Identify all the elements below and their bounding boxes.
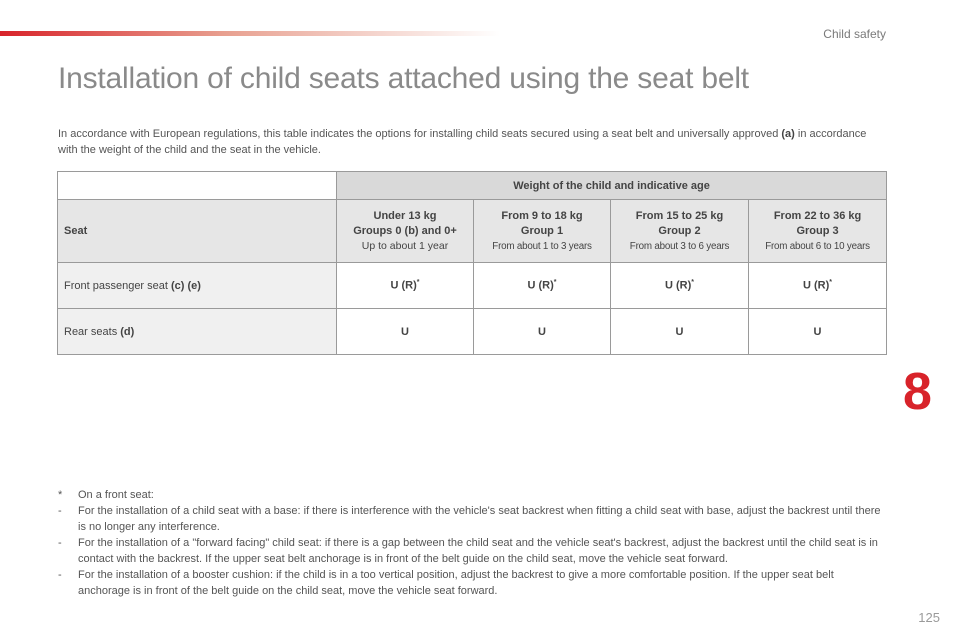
table-cell: U (337, 309, 474, 355)
row-label-rear-seats: Rear seats (d) (58, 309, 337, 355)
intro-text-before: In accordance with European regulations, this table indicates the options for installing child seats secured using a seat belt and universally approved (58, 128, 782, 140)
footnotes (58, 487, 888, 599)
footnote-line: - For the installation of a booster cushion: if the child is in a too vertical position, adjust the backrest to give a more comfortable position. If the upper seat belt anchorage is in front of the belt guide on the child seat, move the vehicle seat forward. (58, 569, 834, 597)
footnote-line: - For the installation of a "forward facing" child seat: if there is a gap between the child seat and the vehicle seat's backrest, adjust the backrest until the child seat is in contact with the backrest. If the upper seat belt anchorage is in front of the belt guide on the child seat, move the vehicle seat forward. (58, 537, 878, 565)
table-cell: U (749, 309, 887, 355)
footnote-line: * On a front seat: (58, 489, 154, 501)
page-title: Installation of child seats attached using the seat belt (58, 62, 749, 95)
table-super-header-row (58, 172, 887, 200)
weight-age-header: Weight of the child and indicative age (337, 172, 887, 200)
intro-paragraph (58, 126, 878, 158)
chapter-number: 8 (903, 363, 932, 421)
page-number: 125 (918, 610, 940, 625)
group-header-1: From 9 to 18 kg Group 1 From about 1 to 3 years (474, 200, 611, 263)
child-seat-table (57, 171, 887, 355)
intro-ref: (a) (781, 128, 795, 140)
section-label: Child safety (823, 27, 886, 41)
table-cell: U (611, 309, 749, 355)
footnote-line: - For the installation of a child seat with a base: if there is interference with the vehicle's seat backrest when fitting a child seat with base, adjust the backrest until there is no longer any interference. (58, 505, 881, 533)
table-cell: U (R)* (749, 263, 887, 309)
top-accent-bar (0, 31, 500, 36)
table-cell: U (474, 309, 611, 355)
table-row (58, 309, 887, 355)
table-cell: U (R)* (474, 263, 611, 309)
seat-header: Seat (58, 200, 337, 263)
table-row (58, 263, 887, 309)
group-header-0: Under 13 kg Groups 0 (b) and 0+ Up to about 1 year (337, 200, 474, 263)
intro-text-after: in accordance with the weight of the child and the seat in the vehicle. (58, 128, 867, 156)
row-label-front-passenger: Front passenger seat (c) (e) (58, 263, 337, 309)
table-cell: U (R)* (337, 263, 474, 309)
group-header-2: From 15 to 25 kg Group 2 From about 3 to 6 years (611, 200, 749, 263)
group-header-3: From 22 to 36 kg Group 3 From about 6 to 10 years (749, 200, 887, 263)
table-cell: U (R)* (611, 263, 749, 309)
table-group-header-row (58, 200, 887, 263)
